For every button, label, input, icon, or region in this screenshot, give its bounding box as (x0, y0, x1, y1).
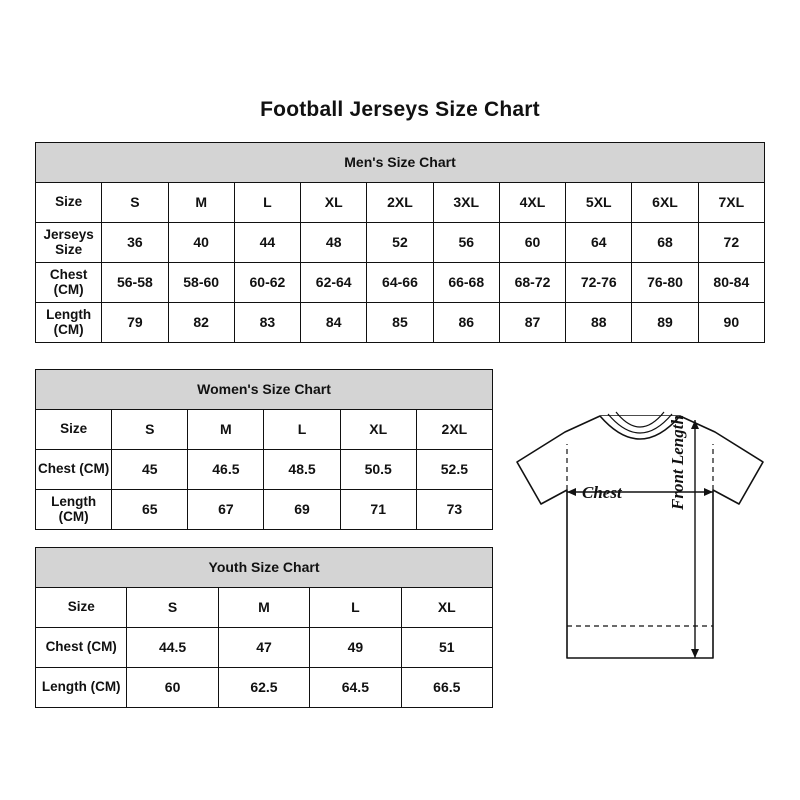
table-cell: 46.5 (188, 450, 264, 490)
table-row (36, 263, 765, 303)
table-cell: 50.5 (340, 450, 416, 490)
mens-size-4xl: 4XL (499, 183, 565, 223)
youth-row-label-length: Length (CM) (36, 668, 127, 708)
mens-size-l: L (234, 183, 300, 223)
mens-table-header-row (36, 143, 765, 183)
table-cell: 51 (401, 628, 492, 668)
table-cell: 89 (632, 303, 698, 343)
t-shirt-icon (505, 400, 775, 690)
table-cell: 64.5 (310, 668, 401, 708)
table-cell: 48.5 (264, 450, 340, 490)
table-cell: 56 (433, 223, 499, 263)
table-cell: 56-58 (102, 263, 168, 303)
table-row (36, 490, 493, 530)
table-cell: 62-64 (301, 263, 367, 303)
table-row (36, 668, 493, 708)
table-cell: 44 (234, 223, 300, 263)
womens-table-title: Women's Size Chart (36, 370, 493, 410)
table-cell: 87 (499, 303, 565, 343)
youth-size-m: M (218, 588, 309, 628)
womens-size-l: L (264, 410, 340, 450)
table-row (36, 303, 765, 343)
youth-row-label-chest: Chest (CM) (36, 628, 127, 668)
table-cell: 79 (102, 303, 168, 343)
youth-size-s: S (127, 588, 218, 628)
table-cell: 80-84 (698, 263, 764, 303)
table-cell: 60 (127, 668, 218, 708)
mens-row-label-length: Length (CM) (36, 303, 102, 343)
womens-row-label-length: Length (CM) (36, 490, 112, 530)
table-cell: 83 (234, 303, 300, 343)
table-cell: 71 (340, 490, 416, 530)
table-cell: 69 (264, 490, 340, 530)
table-cell: 66-68 (433, 263, 499, 303)
womens-size-s: S (112, 410, 188, 450)
womens-table-header-row (36, 370, 493, 410)
youth-table-body (36, 548, 493, 708)
page-title: Football Jerseys Size Chart (260, 98, 540, 121)
table-cell: 88 (566, 303, 632, 343)
table-cell: 62.5 (218, 668, 309, 708)
table-cell: 84 (301, 303, 367, 343)
womens-size-chart-table (35, 369, 493, 530)
mens-size-6xl: 6XL (632, 183, 698, 223)
table-cell: 48 (301, 223, 367, 263)
chest-measure-label: Chest (582, 483, 622, 502)
mens-row-label-chest: Chest (CM) (36, 263, 102, 303)
mens-size-m: M (168, 183, 234, 223)
youth-size-xl: XL (401, 588, 492, 628)
mens-table-body (36, 143, 765, 343)
mens-size-xl: XL (301, 183, 367, 223)
table-cell: 72 (698, 223, 764, 263)
table-cell: 45 (112, 450, 188, 490)
table-cell: 40 (168, 223, 234, 263)
mens-size-7xl: 7XL (698, 183, 764, 223)
mens-size-2xl: 2XL (367, 183, 433, 223)
mens-table-title: Men's Size Chart (36, 143, 765, 183)
mens-size-chart-table (35, 142, 765, 343)
table-row (36, 223, 765, 263)
table-cell: 66.5 (401, 668, 492, 708)
table-cell: 49 (310, 628, 401, 668)
table-cell: 52 (367, 223, 433, 263)
table-cell: 58-60 (168, 263, 234, 303)
womens-table-body (36, 370, 493, 530)
t-shirt-measurement-diagram (505, 400, 775, 690)
youth-table-title: Youth Size Chart (36, 548, 493, 588)
table-cell: 82 (168, 303, 234, 343)
youth-size-l: L (310, 588, 401, 628)
mens-size-5xl: 5XL (566, 183, 632, 223)
table-cell: 68 (632, 223, 698, 263)
table-cell: 90 (698, 303, 764, 343)
youth-table-header-row (36, 548, 493, 588)
table-cell: 60 (499, 223, 565, 263)
table-cell: 65 (112, 490, 188, 530)
table-cell: 47 (218, 628, 309, 668)
table-cell: 76-80 (632, 263, 698, 303)
table-cell: 52.5 (416, 450, 492, 490)
womens-size-xl: XL (340, 410, 416, 450)
youth-size-chart-table (35, 547, 493, 708)
front-length-measure-label: Front Length (668, 415, 687, 510)
table-cell: 68-72 (499, 263, 565, 303)
mens-size-s: S (102, 183, 168, 223)
mens-row-header-size: Size (36, 183, 102, 223)
womens-row-label-chest: Chest (CM) (36, 450, 112, 490)
table-row (36, 450, 493, 490)
table-cell: 67 (188, 490, 264, 530)
mens-size-3xl: 3XL (433, 183, 499, 223)
table-cell: 85 (367, 303, 433, 343)
table-cell: 64 (566, 223, 632, 263)
table-row (36, 588, 493, 628)
womens-size-2xl: 2XL (416, 410, 492, 450)
youth-row-header-size: Size (36, 588, 127, 628)
table-cell: 60-62 (234, 263, 300, 303)
table-row (36, 628, 493, 668)
table-cell: 36 (102, 223, 168, 263)
table-cell: 73 (416, 490, 492, 530)
womens-row-header-size: Size (36, 410, 112, 450)
table-cell: 44.5 (127, 628, 218, 668)
table-cell: 72-76 (566, 263, 632, 303)
table-row (36, 183, 765, 223)
mens-row-label-jerseys-size: Jerseys Size (36, 223, 102, 263)
table-cell: 86 (433, 303, 499, 343)
womens-size-m: M (188, 410, 264, 450)
table-row (36, 410, 493, 450)
shirt-outline (517, 416, 763, 658)
table-cell: 64-66 (367, 263, 433, 303)
